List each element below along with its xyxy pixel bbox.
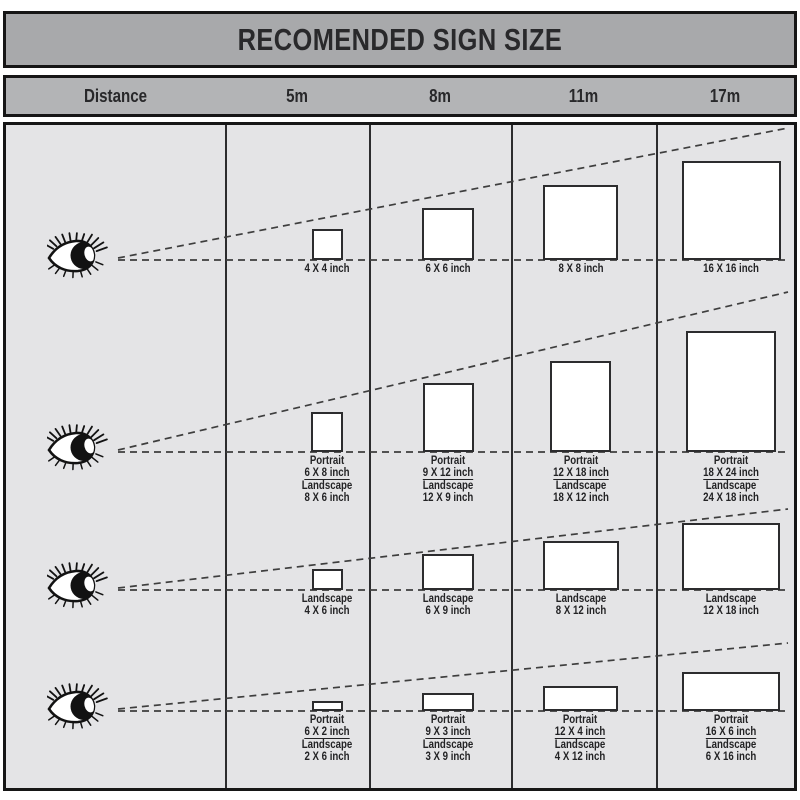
- column-header-11m: 11m: [569, 85, 599, 106]
- eyelash: [94, 434, 103, 440]
- eyelash: [56, 429, 61, 436]
- sign-size-label: [373, 593, 523, 618]
- sign-size-label: [373, 455, 523, 505]
- label-line: Landscape: [554, 738, 606, 751]
- label-line: Portrait: [562, 714, 598, 726]
- label-line: 9 X 3 inch: [425, 726, 471, 739]
- sign-size-label: [656, 593, 797, 618]
- sign-rect-17m-row2: [686, 331, 776, 452]
- eye-icon: [47, 676, 113, 738]
- label-line: Landscape: [555, 593, 606, 605]
- eyelash: [94, 242, 103, 248]
- sign-rect-11m-row1: [543, 185, 618, 260]
- sign-rect-8m-row3: [422, 554, 474, 590]
- eyelash: [50, 432, 57, 438]
- eyelash: [97, 577, 107, 581]
- label-line: Landscape: [301, 738, 353, 751]
- eyelash: [96, 454, 103, 457]
- eyelash: [94, 572, 103, 578]
- label-line: 6 X 2 inch: [304, 726, 350, 739]
- label-line: 6 X 8 inch: [304, 467, 350, 480]
- sign-rect-17m-row1: [682, 161, 781, 260]
- label-line: 18 X 24 inch: [703, 467, 759, 480]
- label-line: 8 X 8 inch: [557, 263, 604, 275]
- eyelash: [91, 689, 99, 697]
- sign-size-label: [506, 455, 656, 505]
- eyelash: [91, 238, 99, 246]
- sign-rect-17m-row3: [682, 523, 780, 590]
- sign-rect-8m-row4: [422, 693, 474, 711]
- column-header-17m: 17m: [709, 85, 741, 106]
- sign-size-label: [506, 263, 656, 275]
- column-header-distance: Distance: [83, 85, 148, 106]
- label-line: 12 X 18 inch: [552, 467, 609, 480]
- label-line: Portrait: [563, 455, 598, 467]
- eyelash: [92, 716, 98, 721]
- label-line: Landscape: [705, 479, 757, 492]
- label-line: Landscape: [705, 738, 757, 751]
- eyelash: [92, 265, 98, 270]
- eyelash: [56, 567, 61, 574]
- label-line: 2 X 6 inch: [304, 751, 350, 764]
- eyelash: [62, 565, 65, 573]
- label-line: 16 X 16 inch: [703, 263, 759, 275]
- sign-rect-5m-row4: [312, 701, 343, 711]
- eyelash: [91, 430, 99, 438]
- eyelash: [50, 570, 57, 576]
- eyelash: [69, 684, 70, 693]
- label-line: Portrait: [713, 455, 749, 467]
- distance-header-row: [3, 75, 797, 117]
- label-line: Portrait: [309, 455, 345, 467]
- sign-rect-11m-row4: [543, 686, 618, 711]
- eyelash: [97, 698, 107, 702]
- label-line: 12 X 9 inch: [422, 492, 474, 505]
- label-line: Landscape: [705, 593, 757, 605]
- label-line: 4 X 12 inch: [554, 751, 606, 764]
- eyelash: [50, 691, 57, 697]
- label-line: Portrait: [430, 455, 466, 467]
- eyelash: [96, 592, 103, 595]
- sign-rect-8m-row1: [422, 208, 474, 260]
- diagram-area: [3, 122, 797, 791]
- title-bar: [3, 11, 797, 68]
- label-line: Landscape: [422, 593, 474, 605]
- label-line: 12 X 4 inch: [554, 726, 606, 739]
- eyelash: [94, 693, 103, 699]
- eyelash: [47, 245, 53, 249]
- sign-size-label: [656, 263, 797, 275]
- label-line: 9 X 12 inch: [422, 467, 474, 480]
- eyelash: [97, 247, 107, 251]
- eyelash: [50, 240, 57, 246]
- sign-rect-5m-row3: [312, 569, 343, 590]
- label-line: 8 X 6 inch: [304, 492, 350, 505]
- eyelash: [92, 595, 98, 600]
- eyelash: [69, 425, 70, 434]
- label-line: Landscape: [555, 479, 606, 492]
- eyelash: [91, 568, 99, 576]
- eyelash: [47, 575, 53, 579]
- label-line: Portrait: [713, 714, 749, 726]
- eyelash: [62, 427, 65, 435]
- label-line: 3 X 9 inch: [425, 751, 471, 764]
- eyelash: [96, 713, 103, 716]
- label-line: 4 X 4 inch: [304, 263, 350, 275]
- column-header-5m: 5m: [286, 85, 308, 106]
- eye-icon: [47, 555, 113, 617]
- eyelash: [96, 262, 103, 265]
- label-line: Landscape: [301, 593, 353, 605]
- eyelash: [92, 457, 98, 462]
- label-line: 16 X 6 inch: [705, 726, 757, 739]
- sign-size-label: [656, 714, 797, 764]
- label-line: Landscape: [422, 738, 474, 751]
- eyelash: [56, 237, 61, 244]
- eye-icon: [47, 225, 113, 287]
- label-line: 6 X 6 inch: [425, 263, 471, 275]
- eye-icon: [47, 417, 113, 479]
- page-title: RECOMENDED SIGN SIZE: [237, 21, 563, 57]
- sign-rect-5m-row1: [312, 229, 343, 260]
- label-line: Portrait: [430, 714, 466, 726]
- sign-rect-5m-row2: [311, 412, 343, 452]
- sign-size-label: [656, 455, 797, 505]
- sign-rect-8m-row2: [423, 383, 474, 452]
- label-line: Landscape: [301, 479, 353, 492]
- eyelash: [47, 696, 53, 700]
- label-line: Landscape: [422, 479, 474, 492]
- label-line: 6 X 16 inch: [705, 751, 757, 764]
- eyelash: [56, 688, 61, 695]
- sign-size-label: [505, 714, 655, 764]
- label-line: 24 X 18 inch: [703, 492, 759, 505]
- eyelash: [69, 233, 70, 242]
- label-line: 12 X 18 inch: [703, 605, 759, 618]
- label-line: Portrait: [309, 714, 345, 726]
- eyelash: [97, 439, 107, 443]
- eyelash: [62, 686, 65, 694]
- eyelash: [47, 437, 53, 441]
- sign-rect-11m-row3: [543, 541, 619, 590]
- sign-size-label: [373, 263, 523, 275]
- eyelash: [62, 235, 65, 243]
- sign-rect-11m-row2: [550, 361, 611, 452]
- eyelash: [69, 563, 70, 572]
- sign-size-label: [506, 593, 656, 618]
- label-line: 8 X 12 inch: [555, 605, 606, 618]
- label-line: 18 X 12 inch: [552, 492, 609, 505]
- sign-size-label: [373, 714, 523, 764]
- label-line: 6 X 9 inch: [425, 605, 471, 618]
- label-line: 4 X 6 inch: [304, 605, 350, 618]
- sign-rect-17m-row4: [682, 672, 780, 711]
- column-header-8m: 8m: [429, 85, 452, 106]
